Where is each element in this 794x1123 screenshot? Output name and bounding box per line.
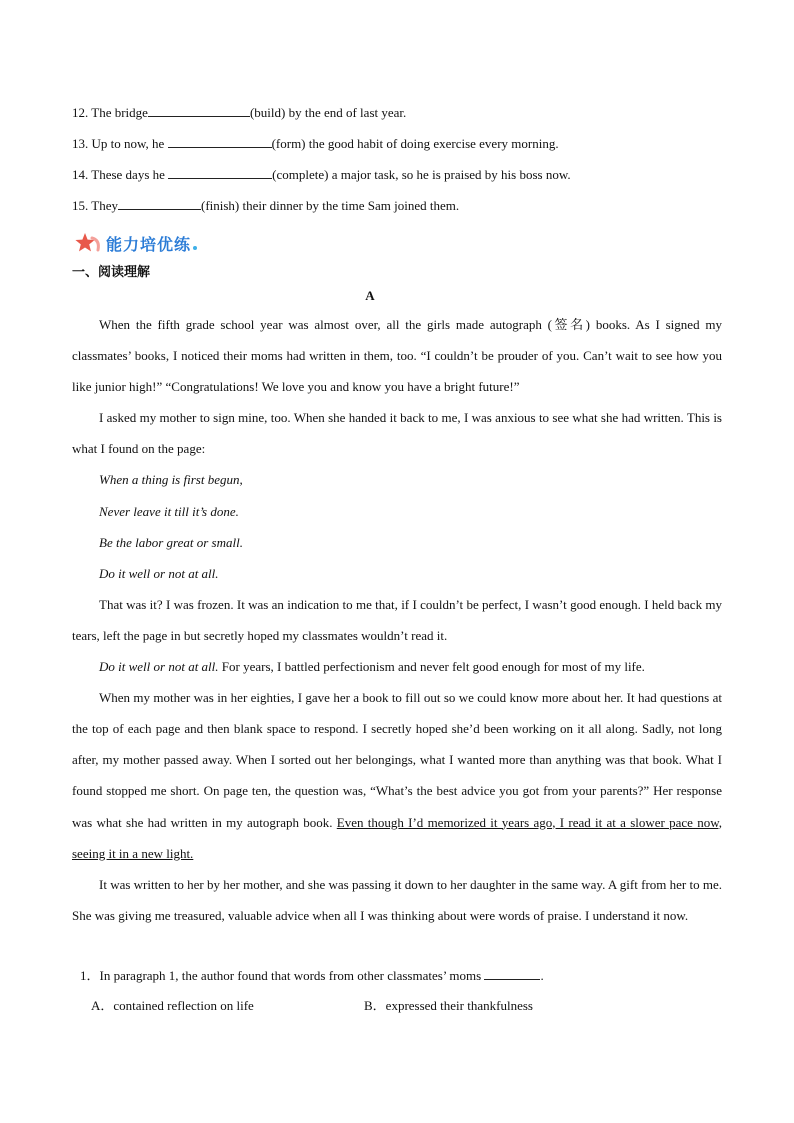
paragraph-text: For years, I battled perfectionism and never felt good enough for most of my life. [218,659,645,675]
fill-item-text: 13. Up to now, he [72,136,168,151]
passage-paragraph: I asked my mother to sign mine, too. When she handed it back to me, I was anxious to see what she had written. This is what I found on the page: [72,410,722,457]
answer-blank [168,164,272,179]
verb-hint: (form) [271,136,306,151]
answer-blank [484,965,540,980]
verb-hint: (build) [249,105,286,120]
answer-blank [148,102,250,117]
section-banner [74,230,197,256]
section-heading: 一、阅读理解 [72,265,151,280]
fill-item-12 [72,102,406,123]
option-b[interactable]: B．expressed their thankfulness [364,998,533,1013]
answer-blank [168,133,272,148]
star-icon [74,232,102,254]
verb-hint: (finish) [200,198,240,213]
passage-paragraph [72,682,722,869]
banner-dot-decoration [193,246,197,250]
paragraph-text: When my mother was in her eighties, I gave her a book to fill out so we could know more about her. It had questions at the top of each page and then blank space to respond. I secretly hoped she’d been working on it all along. Sadly, not long after, my mother passed away. When I sorted out her belongings, what I wanted more than anything was that book. What I found stopped me short. On page ten, the question was, “What’s the best advice you got from your parents?” Her response was what she had written in my autograph book. [72,690,722,830]
verb-hint: (complete) [272,167,329,182]
fill-item-15 [72,195,459,216]
poem-line: When a thing is first begun, [99,472,243,488]
fill-item-13 [72,133,559,154]
option-a[interactable]: A．contained reflection on life [91,998,254,1013]
fill-item-text: 15. They [72,198,118,213]
question-1 [80,965,544,986]
question-stem: 1．In paragraph 1, the author found that words from other classmates’ moms [80,968,485,983]
fill-item-text: 12. The bridge [72,105,148,120]
question-end: . [540,968,544,983]
underlined-sentence: Even though I’d memorized it years ago, I read it at a slower pace now, seeing it in a new light. [72,814,722,861]
reading-passage [72,309,722,931]
fill-item-14 [72,164,571,185]
passage-paragraph: That was it? I was frozen. It was an indication to me that, if I couldn’t be perfect, I wasn’t good enough. I held back my tears, left the page in but secretly hoped my classmates wouldn’t read it. [72,596,722,643]
fill-item-text: their dinner by the time Sam joined them. [239,198,460,213]
fill-item-text: the good habit of doing exercise every morning. [305,136,559,151]
poem-line: Be the labor great or small. [99,534,243,550]
passage-paragraph: It was written to her by her mother, and she was passing it down to her daughter in the same way. A gift from her to me. She was giving me treasured, valuable advice when all I was thinking about were words of praise. I understand it now. [72,876,722,923]
answer-blank [118,195,201,210]
fill-item-text: 14. These days he [72,167,169,182]
passage-paragraph [72,651,722,682]
fill-item-text: a major task, so he is praised by his boss now. [328,167,571,182]
poem-line: Never leave it till it’s done. [99,503,239,519]
italic-quote: Do it well or not at all. [99,659,219,675]
poem-line: Do it well or not at all. [99,565,219,581]
fill-item-text: by the end of last year. [285,105,407,120]
section-banner-title: 能力培优练 [106,234,192,254]
passage-label: A [365,288,375,303]
passage-paragraph: When the fifth grade school year was almost over, all the girls made autograph (签名) books. As I signed my classmates’ books, I noticed their moms had written in them, too. “I couldn’t be prouder of you. Can’t wait to see how you like junior high!” “Congratulations! We love you and know you have a bright future!” [72,317,722,395]
